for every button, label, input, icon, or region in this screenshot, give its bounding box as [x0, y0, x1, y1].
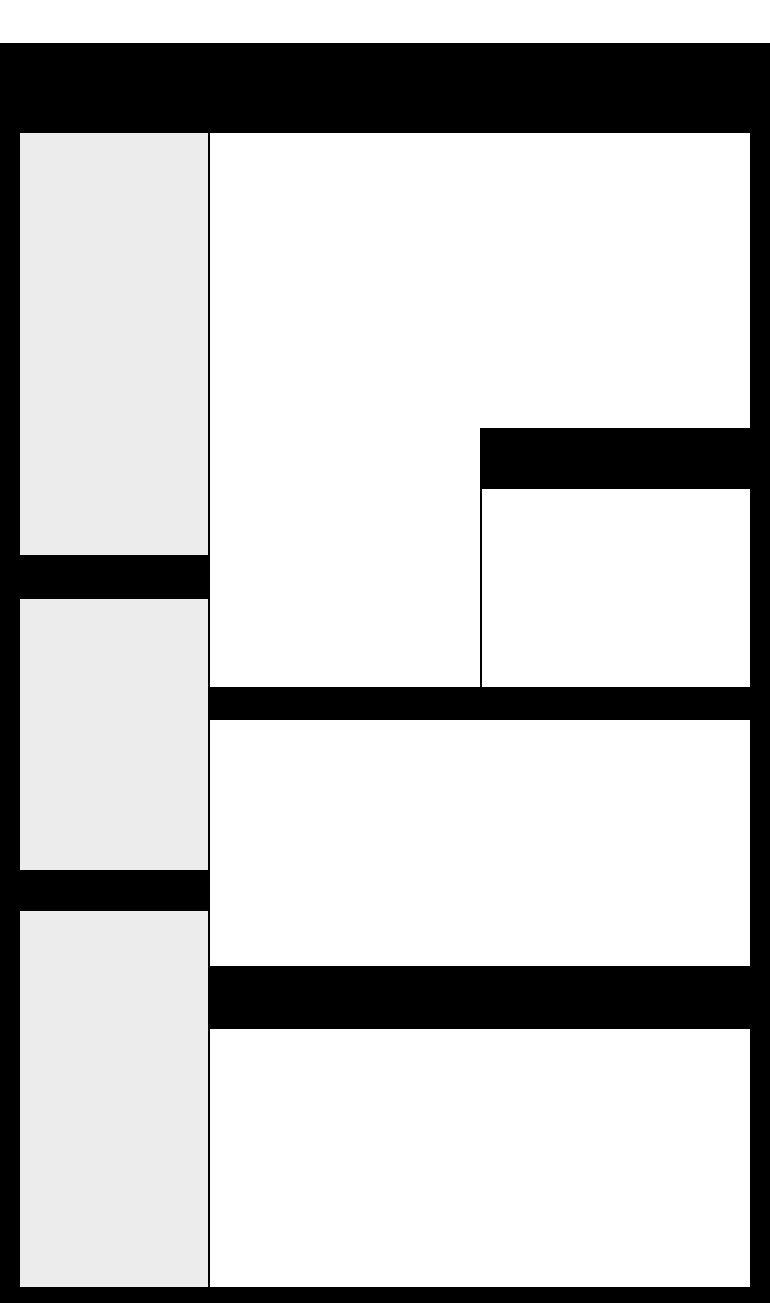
savory-panel	[210, 720, 750, 966]
beverages-panel	[20, 133, 208, 555]
sweet-panel	[210, 1029, 750, 1287]
sandwiches-left-panel	[210, 133, 480, 687]
sandwiches-right-panel	[480, 133, 750, 428]
menu-board	[0, 43, 770, 1303]
smoothies-panel	[20, 599, 208, 870]
burgers-heading	[510, 448, 526, 468]
sides-panel	[20, 911, 208, 1287]
burgers-panel	[482, 489, 750, 687]
